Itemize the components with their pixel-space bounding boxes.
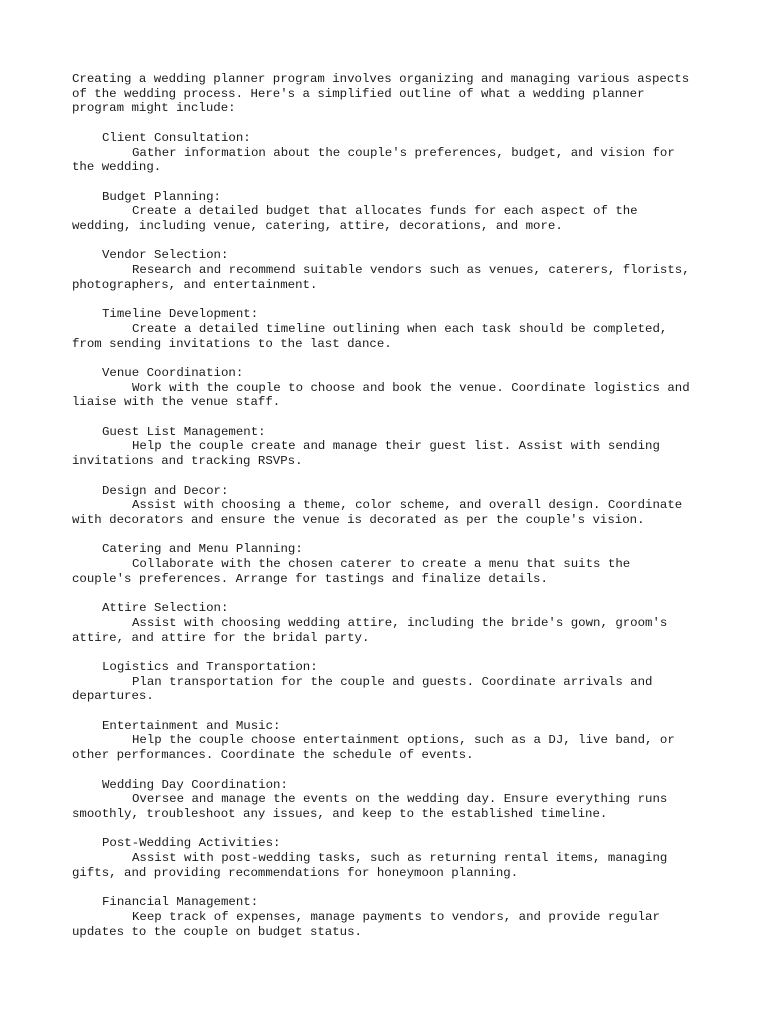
section-guest-list-management [72,425,712,469]
section-heading: Budget Planning: [102,189,221,204]
section-vendor-selection [72,248,712,292]
section-logistics-and-transportation [72,660,712,704]
section-heading: Wedding Day Coordination: [102,777,288,792]
section-heading: Post-Wedding Activities: [102,836,281,851]
section-body: Help the couple create and manage their guest list. Assist with sending invitations and tracking RSVPs. [72,439,660,469]
section-body: Help the couple choose entertainment options, such as a DJ, live band, or other performances. Coordinate the schedule of events. [72,733,675,763]
section-heading: Financial Management: [102,895,259,910]
section-heading: Entertainment and Music: [102,718,281,733]
section-body: Plan transportation for the couple and guests. Coordinate arrivals and departures. [72,674,653,704]
section-heading: Design and Decor: [102,483,229,498]
section-body: Gather information about the couple's preferences, budget, and vision for the wedding. [72,145,675,175]
section-wedding-day-coordination [72,778,712,822]
section-budget-planning [72,190,712,234]
section-body: Research and recommend suitable vendors such as venues, caterers, florists, photographers, and entertainment. [72,263,690,292]
section-body: Work with the couple to choose and book the venue. Coordinate logistics and liaise with the venue staff. [72,380,690,410]
section-catering-and-menu-planning [72,542,712,586]
section-financial-management [72,895,712,939]
section-body: Collaborate with the chosen caterer to create a menu that suits the couple's preferences. Arrange for tastings and finalize details. [72,557,631,586]
section-venue-coordination [72,366,712,410]
section-heading: Catering and Menu Planning: [102,542,303,557]
section-entertainment-and-music [72,719,712,763]
section-timeline-development [72,307,712,351]
section-body: Oversee and manage the events on the wedding day. Ensure everything runs smoothly, troubleshoot any issues, and keep to the established timeline. [72,792,668,821]
section-heading: Logistics and Transportation: [102,659,318,674]
section-heading: Attire Selection: [102,601,229,616]
section-body: Assist with post-wedding tasks, such as returning rental items, managing gifts, and providing recommendations for honeymoon planning. [72,851,668,880]
section-heading: Vendor Selection: [102,248,229,263]
section-client-consultation [72,131,712,175]
section-heading: Timeline Development: [102,307,259,322]
section-body: Create a detailed timeline outlining when each task should be completed, from sending invitations to the last dance. [72,321,668,351]
section-design-and-decor [72,484,712,528]
section-body: Assist with choosing a theme, color scheme, and overall design. Coordinate with decorators and ensure the venue is decorated as per the couple's vision. [72,498,683,527]
section-body: Keep track of expenses, manage payments to vendors, and provide regular updates to the couple on budget status. [72,909,660,939]
document-page [72,72,712,954]
intro-paragraph: Creating a wedding planner program involves organizing and managing various aspects of the wedding process. Here's a simplified outline of what a wedding planner program might include: [72,72,690,116]
section-post-wedding-activities [72,836,712,880]
section-heading: Client Consultation: [102,130,251,145]
section-attire-selection [72,601,712,645]
section-heading: Guest List Management: [102,424,266,439]
section-body: Create a detailed budget that allocates funds for each aspect of the wedding, including venue, catering, attire, decorations, and more. [72,204,638,233]
section-body: Assist with choosing wedding attire, including the bride's gown, groom's attire, and attire for the bridal party. [72,615,668,645]
section-heading: Venue Coordination: [102,365,244,380]
